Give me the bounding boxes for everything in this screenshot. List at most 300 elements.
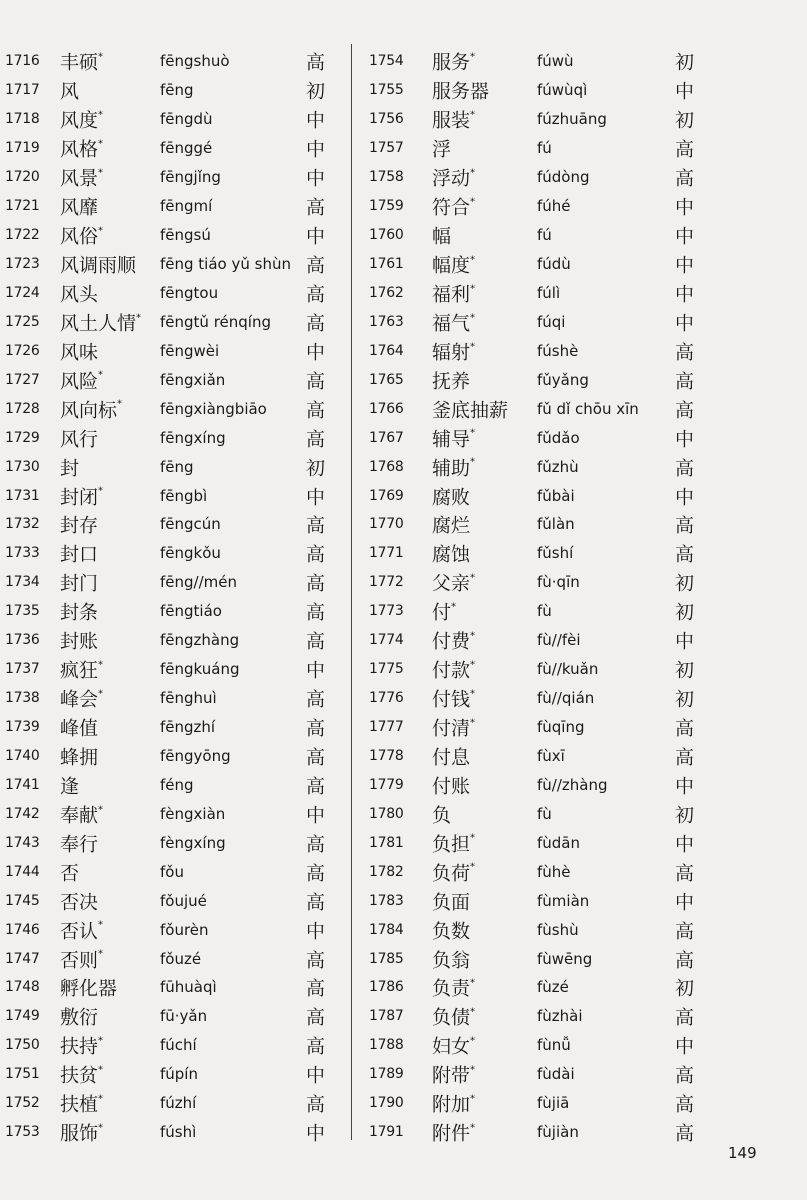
entry-word-text: 服务 [432,51,471,74]
entry-pinyin: fūhuàqì [160,978,217,997]
entry-level: 初 [675,601,695,624]
entry-pinyin: fēnggé [160,139,213,158]
entry-row [0,1089,345,1118]
star-mark: * [451,601,457,613]
entry-number: 1731 [5,487,40,504]
entry-word-text: 逢 [60,775,80,798]
entry-row [362,423,807,452]
entry-number: 1758 [369,169,404,186]
entry-word [60,337,98,364]
entry-pinyin: fùzhài [537,1007,583,1026]
entry-level: 高 [306,370,326,393]
entry-number: 1730 [5,458,40,475]
entry-number: 1760 [369,227,404,244]
entry-row [0,857,345,886]
entry-word [432,135,451,162]
entry-level: 高 [306,601,326,624]
star-mark: * [136,312,142,324]
entry-number: 1738 [5,690,40,707]
entry-word-text: 否则 [60,949,99,972]
entry-word-text: 负数 [432,920,471,943]
entry-row [0,1060,345,1089]
entry-row [362,626,807,655]
star-mark: * [98,1093,104,1105]
entry-word-text: 附件 [432,1122,471,1145]
star-mark: * [98,1122,104,1134]
entry-row [362,510,807,539]
entry-level: 中 [675,630,695,653]
entry-word [60,279,98,306]
entry-pinyin: fēngxiǎn [160,370,226,389]
entry-row [362,1002,807,1031]
entry-number: 1761 [369,256,404,273]
star-mark: * [470,1093,476,1105]
entry-pinyin: fù//qián [537,689,595,708]
entry-word [60,424,98,451]
entry-word-text: 付款 [432,659,471,682]
star-mark: * [470,1064,476,1076]
entry-number: 1726 [5,342,40,359]
entry-row [362,713,807,742]
entry-row [362,597,807,626]
entry-pinyin: fǔ dǐ chōu xīn [537,399,639,418]
entry-row [0,684,345,713]
entry-level: 中 [675,428,695,451]
entry-pinyin: fúwù [537,52,574,71]
entry-level: 高 [306,746,326,769]
entry-level: 初 [306,80,326,103]
entry-pinyin: fēngkuáng [160,660,240,679]
entry-row [362,76,807,105]
entry-level: 高 [675,717,695,740]
entry-level: 中 [306,920,326,943]
entry-word-text: 符合 [432,196,471,219]
entry-word [60,742,98,769]
entry-row [0,163,345,192]
entry-word [60,829,98,856]
entry-level: 高 [306,833,326,856]
entry-level: 高 [675,1064,695,1087]
entry-row [0,770,345,799]
star-mark: * [470,977,476,989]
entry-row [0,973,345,1002]
entry-row [362,1118,807,1147]
entry-row [362,250,807,279]
entry-level: 初 [675,804,695,827]
entry-level: 高 [306,717,326,740]
star-mark: * [98,1064,104,1076]
entry-word-text: 风味 [60,341,99,364]
entry-pinyin: fǒurèn [160,920,209,939]
entry-number: 1751 [5,1066,40,1083]
page-number: 149 [728,1144,757,1162]
entry-level: 高 [675,949,695,972]
entry-pinyin: fēngzhàng [160,631,240,650]
entry-row [0,47,345,76]
entry-word [60,106,103,133]
star-mark: * [98,948,104,960]
entry-number: 1746 [5,921,40,938]
entry-word [432,685,475,712]
entry-number: 1749 [5,1008,40,1025]
entry-level: 高 [675,457,695,480]
entry-word [432,222,451,249]
entry-word [432,366,470,393]
entry-row [362,1060,807,1089]
entry-word-text: 付息 [432,746,471,769]
entry-word-text: 服务器 [432,80,490,103]
entry-word [60,1090,103,1117]
entry-number: 1753 [5,1124,40,1141]
entry-word [60,858,79,885]
entry-number: 1778 [369,747,404,764]
entry-pinyin: fǒujué [160,891,207,910]
entry-pinyin: fùnǚ [537,1036,571,1055]
star-mark: * [98,1035,104,1047]
entry-word [60,453,79,480]
entry-number: 1742 [5,805,40,822]
entry-word [432,308,475,335]
entry-pinyin: fúlì [537,283,561,302]
entry-number: 1733 [5,545,40,562]
entry-word [60,1003,98,1030]
entry-word [60,395,122,422]
entry-number: 1788 [369,1037,404,1054]
entry-row [362,973,807,1002]
entry-pinyin: fùdài [537,1065,575,1084]
entry-word [60,308,141,335]
entry-word [432,829,475,856]
entry-pinyin: fú [537,139,552,158]
star-mark: * [470,341,476,353]
entry-pinyin: fù·qīn [537,573,580,592]
star-mark: * [470,109,476,121]
entry-level: 高 [675,1093,695,1116]
star-mark: * [470,196,476,208]
entry-word [60,887,98,914]
entry-row [0,452,345,481]
entry-word [432,106,475,133]
entry-word-text: 负翁 [432,949,471,972]
entry-row [362,770,807,799]
entry-word [432,279,475,306]
entry-level: 中 [306,138,326,161]
entry-level: 中 [675,312,695,335]
entry-number: 1775 [369,661,404,678]
entry-row [0,221,345,250]
entry-row [0,192,345,221]
entry-word-text: 风靡 [60,196,99,219]
entry-level: 中 [306,1122,326,1145]
entry-word [432,395,508,422]
entry-number: 1736 [5,632,40,649]
entry-word-text: 辐射 [432,341,471,364]
entry-number: 1723 [5,256,40,273]
entry-word [60,193,98,220]
entry-pinyin: fùqīng [537,718,585,737]
entry-level: 高 [306,196,326,219]
entry-word [432,164,475,191]
star-mark: * [98,688,104,700]
entry-row [0,626,345,655]
star-mark: * [470,312,476,324]
left-column [0,47,345,1147]
entry-number: 1769 [369,487,404,504]
entry-number: 1717 [5,82,40,99]
star-mark: * [470,51,476,63]
entry-number: 1770 [369,516,404,533]
entry-pinyin: fēngshuò [160,52,230,71]
entry-level: 高 [306,514,326,537]
entry-word-text: 扶贫 [60,1064,99,1087]
star-mark: * [470,688,476,700]
entry-word [60,685,103,712]
entry-level: 中 [306,225,326,248]
entry-number: 1724 [5,284,40,301]
entry-pinyin: fùjiā [537,1094,570,1113]
entry-word [60,656,103,683]
entry-word [60,974,117,1001]
entry-pinyin: fǒu [160,862,184,881]
entry-row [362,1031,807,1060]
entry-number: 1747 [5,950,40,967]
entry-level: 中 [675,486,695,509]
entry-row [362,192,807,221]
entry-level: 中 [675,1035,695,1058]
entry-number: 1728 [5,400,40,417]
entry-row [0,944,345,973]
entry-level: 高 [306,572,326,595]
entry-pinyin: fù [537,804,552,823]
entry-word [432,1061,475,1088]
entry-pinyin: fēngxíng [160,428,226,447]
entry-pinyin: fēngdù [160,110,213,129]
entry-word-text: 风土人情 [60,312,137,335]
entry-pinyin: fǔdǎo [537,428,580,447]
star-mark: * [470,427,476,439]
entry-row [362,134,807,163]
entry-word-text: 付清 [432,717,471,740]
entry-word [432,540,470,567]
entry-pinyin: fúwùqì [537,81,588,100]
star-mark: * [98,485,104,497]
entry-word-text: 否 [60,862,80,885]
entry-number: 1791 [369,1124,404,1141]
entry-word-text: 否决 [60,891,99,914]
entry-word-text: 负 [432,804,452,827]
entry-row [0,568,345,597]
entry-word-text: 扶持 [60,1035,99,1058]
entry-word-text: 风向标 [60,399,118,422]
entry-row [0,76,345,105]
entry-word-text: 风行 [60,428,99,451]
entry-pinyin: fēngxiàngbiāo [160,399,267,418]
entry-number: 1763 [369,313,404,330]
entry-pinyin: fúzhuāng [537,110,607,129]
entry-level: 高 [306,688,326,711]
entry-row [0,655,345,684]
entry-row [0,1031,345,1060]
entry-word-text: 附带 [432,1064,471,1087]
entry-number: 1719 [5,140,40,157]
entry-word [60,164,103,191]
star-mark: * [470,1006,476,1018]
entry-pinyin: fùdān [537,833,581,852]
entry-word-text: 付费 [432,630,471,653]
entry-word [432,337,475,364]
entry-word [60,771,79,798]
entry-number: 1727 [5,371,40,388]
star-mark: * [470,861,476,873]
entry-word [432,714,475,741]
entry-word-text: 付账 [432,775,471,798]
entry-row [0,713,345,742]
entry-word [432,916,470,943]
entry-word-text: 封门 [60,572,99,595]
entry-word-text: 腐蚀 [432,543,471,566]
entry-number: 1780 [369,805,404,822]
entry-level: 中 [675,254,695,277]
entry-number: 1720 [5,169,40,186]
entry-level: 中 [675,833,695,856]
entry-row [362,481,807,510]
entry-row [0,307,345,336]
entry-row [0,481,345,510]
entry-row [362,857,807,886]
entry-pinyin: fēngmí [160,197,213,216]
entry-pinyin: fúshì [160,1123,197,1142]
entry-word-text: 敷衍 [60,1006,99,1029]
star-mark: * [470,630,476,642]
entry-word [432,800,451,827]
entry-number: 1750 [5,1037,40,1054]
entry-row [0,105,345,134]
star-mark: * [98,167,104,179]
entry-word-text: 父亲 [432,572,471,595]
entry-word [432,974,475,1001]
entry-level: 中 [675,775,695,798]
entry-word-text: 福利 [432,283,471,306]
entry-word-text: 蜂拥 [60,746,99,769]
entry-pinyin: fēngbì [160,486,208,505]
entry-number: 1766 [369,400,404,417]
entry-word [60,1032,103,1059]
entry-number: 1734 [5,574,40,591]
entry-number: 1784 [369,921,404,938]
entry-number: 1721 [5,198,40,215]
entry-pinyin: fǔyǎng [537,370,589,389]
entry-level: 中 [675,891,695,914]
entry-pinyin: fúhé [537,197,571,216]
entry-row [362,539,807,568]
entry-pinyin: fēng tiáo yǔ shùn [160,255,291,274]
entry-word-text: 服饰 [60,1122,99,1145]
entry-row [0,250,345,279]
entry-level: 高 [306,1093,326,1116]
entry-level: 中 [675,196,695,219]
entry-number: 1789 [369,1066,404,1083]
star-mark: * [470,456,476,468]
entry-row [362,568,807,597]
entry-word [432,424,475,451]
entry-number: 1783 [369,892,404,909]
entry-level: 高 [675,862,695,885]
entry-level: 中 [306,486,326,509]
entry-level: 初 [675,51,695,74]
entry-word [432,656,475,683]
star-mark: * [98,659,104,671]
star-mark: * [470,167,476,179]
entry-word [432,1003,475,1030]
star-mark: * [98,51,104,63]
entry-pinyin: fēngtǔ rénqíng [160,312,271,331]
entry-word-text: 封账 [60,630,99,653]
entry-row [0,134,345,163]
entry-word [60,77,79,104]
entry-level: 高 [306,428,326,451]
entry-row [362,828,807,857]
entry-level: 初 [675,109,695,132]
entry-word [432,627,475,654]
entry-word-text: 风险 [60,370,99,393]
entry-row [362,655,807,684]
entry-word-text: 扶植 [60,1093,99,1116]
entry-row [0,365,345,394]
entry-pinyin: fúqi [537,312,566,331]
entry-word [432,482,470,509]
entry-number: 1785 [369,950,404,967]
star-mark: * [470,717,476,729]
entry-level: 高 [675,514,695,537]
entry-level: 中 [306,341,326,364]
entry-pinyin: fù//zhàng [537,775,608,794]
entry-level: 高 [675,138,695,161]
entry-word-text: 幅 [432,225,452,248]
entry-number: 1757 [369,140,404,157]
entry-pinyin: fú [537,226,552,245]
entry-level: 初 [306,457,326,480]
entry-word-text: 风头 [60,283,99,306]
entry-word [432,193,475,220]
star-mark: * [470,659,476,671]
entry-row [0,886,345,915]
entry-word-text: 服装 [432,109,471,132]
star-mark: * [98,804,104,816]
entry-pinyin: fēngkǒu [160,544,221,563]
entry-word-text: 峰值 [60,717,99,740]
entry-row [362,279,807,308]
entry-row [362,365,807,394]
entry-pinyin: fǔbài [537,486,575,505]
entry-row [362,163,807,192]
entry-row [0,1118,345,1147]
entry-number: 1741 [5,776,40,793]
entry-pinyin: fúpín [160,1065,198,1084]
entry-pinyin: fèngxíng [160,833,226,852]
entry-number: 1764 [369,342,404,359]
star-mark: * [470,254,476,266]
entry-pinyin: féng [160,775,194,794]
entry-word [432,945,470,972]
entry-pinyin: fēng [160,457,194,476]
entry-row [0,279,345,308]
entry-number: 1765 [369,371,404,388]
entry-pinyin: fù//fèi [537,631,581,650]
entry-number: 1744 [5,863,40,880]
entry-level: 高 [306,949,326,972]
entry-number: 1786 [369,979,404,996]
entry-pinyin: fù [537,602,552,621]
